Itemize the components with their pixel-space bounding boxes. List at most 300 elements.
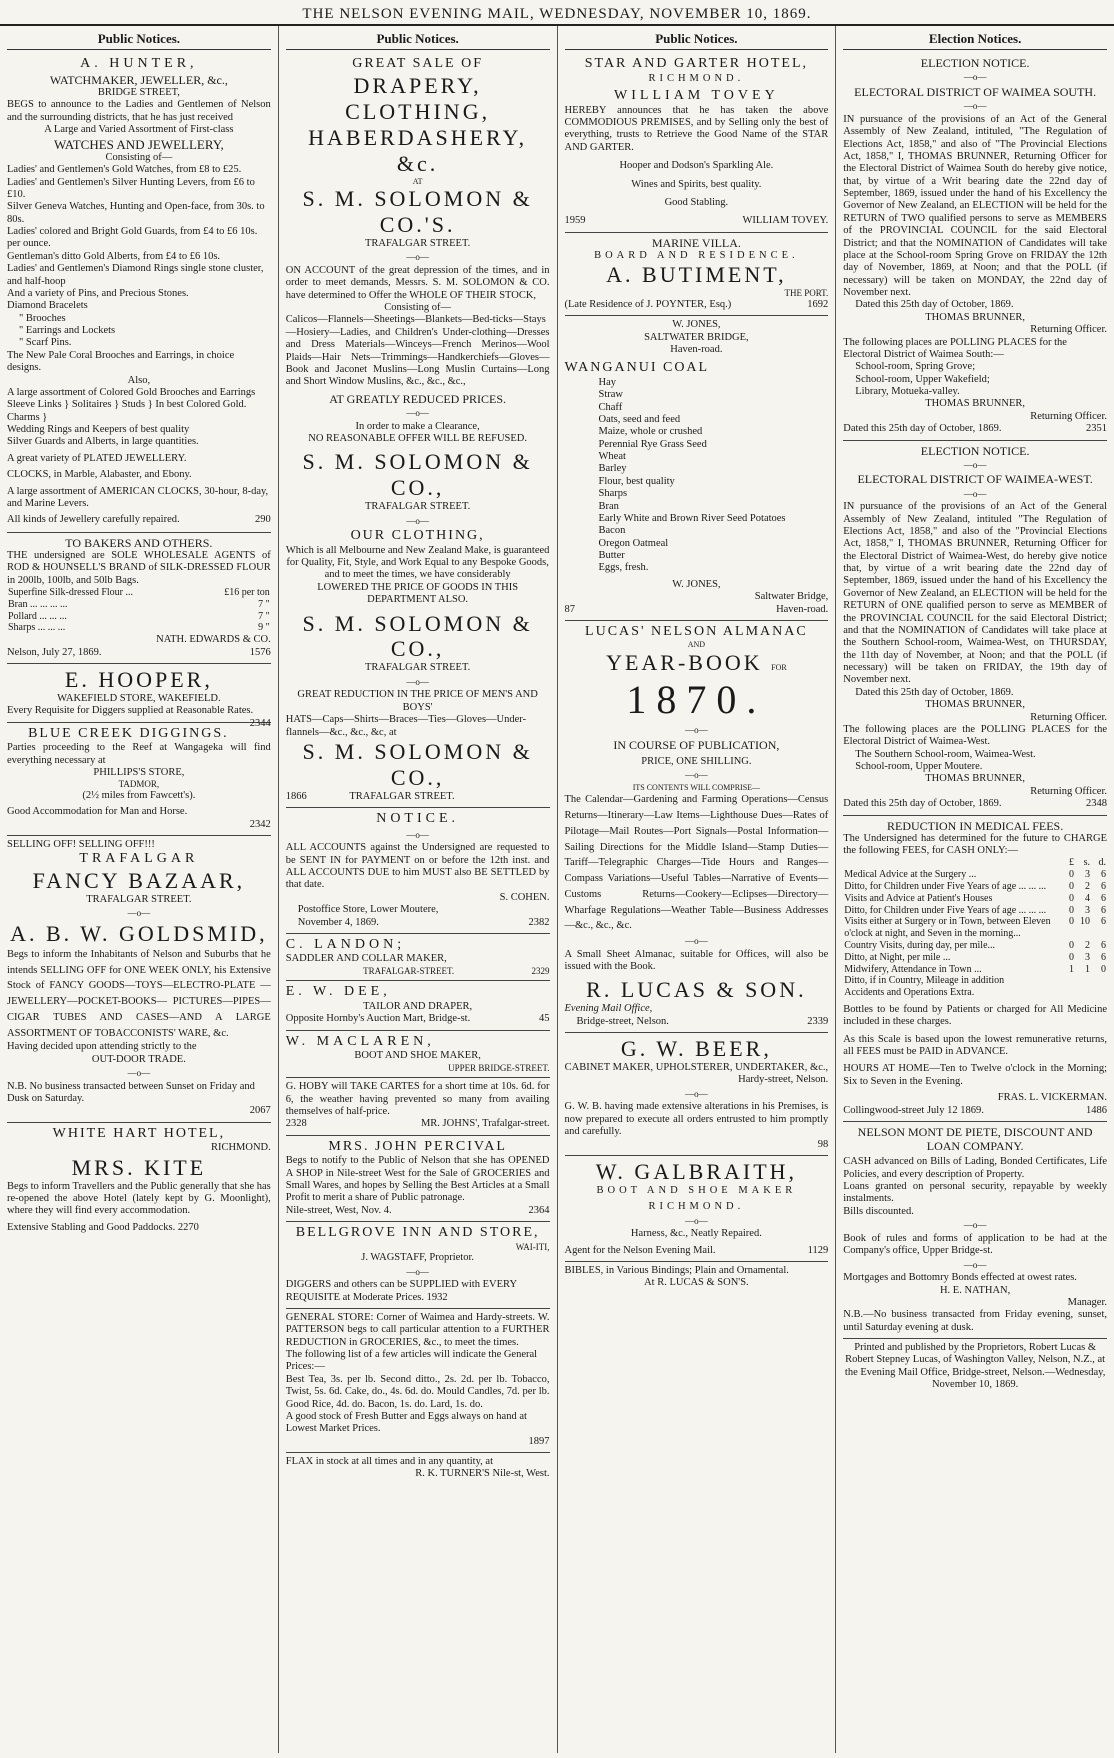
ad-text: N.B. No business transacted between Sunset on Friday and Dusk on Saturday. [7,1080,255,1105]
ad-text: BIBLES, in Various Bindings; Plain and Ornamental. [564,1264,789,1276]
ad-title: S. M. SOLOMON & CO., [302,610,533,662]
ad-text: Book of rules and forms of application to be had at the Company's office, Upper Bridge-st. [843,1232,1107,1257]
ad-subtitle: SADDLER AND COLLAR MAKER, [285,953,447,965]
ad-title: LUCAS' NELSON ALMANAC [585,623,808,639]
ad-address: Hardy-street, Nelson. [738,1074,829,1086]
table-row [843,952,1107,964]
ad-signature: THOMAS BRUNNER, [925,699,1025,711]
list-item: Ladies' and Gentlemen's Diamond Rings single stone cluster, and half-hoop [7,263,264,287]
ad-text: Bills discounted. [843,1205,914,1217]
ad-text: OUT-DOOR TRADE. [91,1053,186,1065]
column-1 [0,26,279,1753]
ad-address: RICHMOND. [648,72,745,84]
list-item: A large assortment of Colored Gold Brooches and Earrings [7,386,256,398]
election-notice-waimea-south: ELECTION NOTICE. —o— ELECTORAL DISTRICT OF WAIMEA SOUTH. —o— IN pursuance of the provisions of an Act of the General Assembly of New Zealand, intituled, "The Regulation of Elections Act, 1858," and also of "The Provincial Elections Act, 1858," I, THOMAS BRUNNER, Returning Officer for the Electoral District of Waimea South do hereby give notice, that, by virtue of a Writ bearing date the 22nd day of September, 1869, issued under the hand of his Excellency the Governor of New Zealand, an ELECTION will be held for the RETURN of TWO qualified persons to serve as MEMBERS of the PROVINCIAL COUNCIL for the said Electoral District; and that the NOMINATION of Candidates will take place at the School-room Spring Grove on FRIDAY the 12th day of November, 1869, at Noon; and that the POLL (if necessary) will be taken on MONDAY, the 22nd day of November next. Dated this 25th day of October, 1869. THOMAS BRUNNER, Returning Officer. The following places are POLLING PLACES for the Electoral District of Waimea South:— School-room, Spring Grove; School-room, Upper Wakefield; Library, Motueka-valley. THOMAS BRUNNER, Returning Officer. Dated this 25th day of October, 1869. 2351 [843,53,1107,440]
ad-title: S. M. SOLOMON & CO.'S. [302,186,533,238]
ad-text: Begs to inform the Inhabitants of Nelson and Suburbs that he intends SELLING OFF for ONE WEEK ONLY, his Extensive Stock of FANCY GOODS—TOYS—ELECTRO-PLATE —JEWELLERY—POCKET-BOOKS— PICTURES—PIPES—CIGAR TUBES AND CASES—AND A LARGE ASSORTMENT OF TOBACCONISTS' WARE, &c. [7,948,271,1039]
ad-address: Haven-road. [776,603,829,615]
ad-text: LOWERED THE PRICE OF GOODS IN THIS DEPARTMENT ALSO. [317,581,519,606]
ad-text: NO REASONABLE OFFER WILL BE REFUSED. [308,432,527,444]
ad-text: (Late Residence of J. POYNTER, Esq.) [564,298,732,310]
ad-address: Nile-street, West, Nov. 4. [285,1204,392,1216]
ad-signature: H. E. NATHAN, [939,1284,1011,1296]
ad-title: OUR CLOTHING, [350,528,485,544]
ad-heading: ELECTORAL DISTRICT OF WAIMEA SOUTH. [854,85,1097,100]
table-cell: 0 [1101,963,1106,975]
ad-text: The following list of a few articles will indicate the General Prices:— [285,1349,538,1373]
list-item: Perennial Rye Grass Seed [598,438,707,450]
ad-text: The Undersigned has determined for the future to CHARGE the following FEES, for CASH ONLY:— [843,832,1107,857]
table-cell: 0 [1069,916,1074,928]
ad-address: Saltwater Bridge, [754,591,829,603]
ad-subtitle: CABINET MAKER, UPHOLSTERER, UNDERTAKER, &c., [564,1062,829,1074]
ad-text: A Large and Varied Assortment of First-class [44,124,234,136]
ad-address: Collingwood-street July 12 1869. [843,1104,984,1116]
ad-title: W. GALBRAITH, [595,1158,798,1184]
ad-text: Parties proceeding to the Reef at Wangageka will find everything necessary at [7,742,271,766]
ad-address: TRAFALGAR STREET. [365,501,471,513]
ad-text: Returning Officer. [1030,410,1107,422]
list-item: Ladies' colored and Bright Gold Guards, from £4 to £6 10s. per ounce. [7,226,258,250]
ad-text: Every Requisite for Diggers supplied at Reasonable Rates. [7,705,254,717]
list-item: The New Pale Coral Brooches and Earrings, in choice designs. [7,349,235,374]
medical-fees-ad [843,816,1107,1122]
table-cell: 4 [1085,892,1090,904]
ad-number: 2067 [249,1105,271,1117]
ad-title: NELSON MONT DE PIETE, DISCOUNT AND LOAN COMPANY. [857,1124,1093,1154]
table-cell: 0 [1069,951,1074,963]
table-cell: 3 [1085,869,1090,881]
ad-title: WHITE HART HOTEL, [52,1125,226,1141]
ad-text: All kinds of Jewellery carefully repaired. [7,514,180,526]
ad-text: G. W. B. having made extensive alterations in his Premises, is now prepared to execute all orders entrusted to him promptly and carefully. [564,1101,829,1138]
ad-text: Consisting of— [105,151,173,163]
ad-text: In order to make a Clearance, [355,420,480,432]
ad-number: 290 [255,514,271,526]
ad-signature: S. COHEN. [499,891,550,903]
ad-title: S. M. SOLOMON & CO., [302,449,533,501]
table-cell: Medical Advice at the Surgery ... [844,869,977,881]
ad-number: 1897 [528,1435,550,1447]
ad-number: 2348 [1086,798,1107,810]
almanac-ad: LUCAS' NELSON ALMANAC AND YEAR-BOOK FOR 1870. —o— IN COURSE OF PUBLICATION, PRICE, ONE SHILLING. —o— ITS CONTENTS WILL COMPRISE— The Calendar—Gardening and Farming Operations—Census Returns—Itinerary—Law Items—Lighthouse Dues—Rates of Pilotage—Mail Routes—Port Signals—Postal Information—Sailing Directions for the Middle Island—Stamp Duties—Tariff—Telegraphic Charges—Tide Hours and Ranges—Compass Variations—Useful Tables—Narrative of Events—Customs Returns—Cookery—Eclipses—Directory—Wharfage Regulations—Weather Table—Business Addresses—&c., &c., &c. —o— A Small Sheet Almanac, suitable for Offices, will also be issued with the Book. R. LUCAS & SON. Evening Mail Office, Bridge-street, Nelson. 2339 [565,621,829,1033]
ad-text: DIGGERS and others can be SUPPLIED with EVERY REQUISITE at Moderate Prices. [285,1279,517,1303]
ad-number: 2342 [249,818,271,830]
ad-text: Manager. [1067,1296,1107,1308]
table-cell: 10 [1080,916,1090,928]
ad-title: TRAFALGAR [79,851,199,867]
ad-number: 1932 [426,1291,448,1303]
ad-address: RICHMOND. [648,1201,745,1213]
table-cell: Midwifery, Attendance in Town ... [844,963,982,975]
maclaren-ad [286,1031,550,1079]
ad-subtitle: WAKEFIELD STORE, WAKEFIELD. [57,692,221,704]
table-cell: Bran ... ... ... ... [8,598,68,610]
bakers-ad [7,533,271,664]
hunter-ad [7,53,271,532]
table-cell: 6 [1101,951,1106,963]
ad-date: Dated this 25th day of October, 1869. [855,299,1014,311]
ad-text: FOR [771,662,787,672]
ad-address: THE PORT. [784,288,829,299]
ad-address: TRAFALGAR STREET. [365,238,471,249]
column-3 [558,26,837,1753]
percival-ad [286,1136,550,1222]
list-item: Ladies' and Gentlemen's Silver Hunting Levers, from £6 to £10. [7,176,255,200]
ad-number: 2329 [531,965,550,976]
table-row [843,964,1107,976]
table-cell: 0 [1069,869,1074,881]
table-cell: 1 [1085,963,1090,975]
ad-text: Returning Officer. [1030,324,1107,336]
ad-text: Good Stabling. [664,196,729,208]
ad-number: 1692 [807,298,829,310]
column-heading: Public Notices. [7,29,271,50]
table-row [7,587,271,599]
ad-title: YEAR-BOOK [606,649,763,675]
list-item: Gentleman's ditto Gold Alberts, from £4 to £6 10s. [7,250,221,262]
ad-title: REDUCTION IN MEDICAL FEES. [887,818,1064,833]
list-item: Eggs, fresh. [598,562,649,574]
ad-text: Returning Officer. [1030,711,1107,723]
ad-address: MR. JOHNS', Trafalgar-street. [420,1118,550,1130]
table-cell: 6 [1101,940,1106,951]
list-item: Butter [598,550,625,562]
list-item: Silver Guards and Alberts, in large quantities. [7,436,199,448]
item-list [7,164,271,374]
item-list [565,377,829,575]
ad-address: Haven-road. [670,343,723,355]
ad-number: 1866 [285,790,307,802]
table-cell: 3 [1085,904,1090,916]
ad-address: WAI-ITI, [515,1241,550,1252]
mont-de-piete-ad: NELSON MONT DE PIETE, DISCOUNT AND LOAN COMPANY. CASH advanced on Bills of Lading, Bonded Certificates, Life Policies, and every description of Property. Loans granted on personal security, repayable by weekly instalments. Bills discounted. —o— Book of rules and forms of application to be had at the Company's office, Upper Bridge-st. —o— Mortgages and Bottomry Bonds effected at owest rates. H. E. NATHAN, Manager. N.B.—No business transacted from Friday evening, sunset, until Saturday evening at dusk. [843,1122,1107,1339]
ad-title: SELLING OFF! SELLING OFF!!! [7,839,155,850]
ad-number: 2339 [807,1015,829,1027]
list-item: Chaff [598,401,623,413]
ad-heading: IN COURSE OF PUBLICATION, [613,737,780,752]
ad-date: Dated this 25th day of October, 1869. [855,686,1014,698]
ad-number: 98 [817,1138,829,1150]
ad-text: ITS CONTENTS WILL COMPRISE— [632,782,761,792]
ad-subtitle: BOARD AND RESIDENCE. [594,249,799,261]
ad-signature: THOMAS BRUNNER, [925,398,1025,410]
table-cell: 7 " [258,610,270,622]
ad-address: Bridge-street, Nelson. [576,1015,669,1027]
ad-number: 1129 [807,1244,829,1256]
ad-number: 87 [564,603,575,615]
ad-text: A great variety of PLATED JEWELLERY. [7,452,187,464]
ad-text: Begs to inform Travellers and the Public generally that she has re-opened the above Hotel (lately kept by G. Moonlight), where they will find every accommodation. [7,1180,271,1217]
ad-text: Extensive Stabling and Good Paddocks. [7,1221,176,1233]
list-item: School-room, Upper Moutere. [855,761,983,773]
ad-text: Bottles to be found by Patients or charged for All Medicine included in these charges. [843,1003,1107,1028]
hoby-ad [286,1078,550,1136]
ad-title: S. M. SOLOMON & CO., [302,738,533,790]
ad-title: R. LUCAS & SON. [586,977,807,1003]
ad-address: BRIDGE STREET, [97,87,180,98]
fees-table [843,857,1107,999]
list-item: " Brooches [19,312,66,324]
bibles-ad [565,1262,829,1294]
ad-title: W. MACLAREN, [285,1033,435,1049]
ad-title: MRS. JOHN PERCIVAL [328,1138,507,1154]
table-row [843,975,1107,987]
ad-text: GREAT REDUCTION IN THE PRICE OF MEN'S AND BOYS' [297,689,538,713]
ad-text: Which is all Melbourne and New Zealand Make, is guaranteed for Quality, Fit, Style, and Work Equal to any Bespoke Goods, and to meet the times, we have considerably [285,544,550,581]
ad-number: 2328 [285,1118,307,1130]
ad-title: MARINE VILLA. [651,235,741,250]
ad-text: Mortgages and Bottomry Bonds effected at owest rates. [843,1272,1077,1284]
ad-number: 2364 [528,1204,550,1216]
blue-creek-ad [7,723,271,836]
ad-heading: AT GREATLY REDUCED PRICES. [329,391,507,406]
table-cell: 6 [1101,869,1106,881]
table-cell: Accidents and Operations Extra. [844,987,975,999]
list-item: Bran [598,500,619,512]
ad-title: WILLIAM TOVEY [614,88,779,104]
list-item: Hay [598,376,616,388]
cohen-notice: NOTICE. —o— ALL ACCOUNTS against the Undersigned are requested to be SENT IN for PAYMENT on or before the 12th inst. and ALL ACCOUNTS DUE to him MUST also BE SETTLED by that date. S. COHEN. Postoffice Store, Lower Moutere, November 4, 1869. 2382 [286,808,550,934]
ad-address: UPPER BRIDGE-STREET. [448,1062,550,1073]
ad-date: Dated this 25th day of October, 1869. [843,423,1002,435]
ad-title: MRS. KITE [71,1154,207,1180]
ad-text: Begs to notify to the Public of Nelson that she has OPENED A SHOP in Nile-street West for the Sale of GROCERIES and Small Wares, and hopes by Selling the Best Articles at a Small Profit to merit a share of Public patronage. [285,1155,550,1204]
list-item: Wheat [598,451,626,463]
ad-address: At R. LUCAS & SON'S. [644,1277,749,1289]
table-cell: 2 [1085,940,1090,951]
general-store-ad [286,1309,550,1453]
list-item: Oats, seed and feed [598,413,681,425]
ad-text: IN pursuance of the provisions of an Act of the General Assembly of New Zealand, intituled "The Regulation of Elections Act, 1858," and also of the "Provincial Elections Act, 1858," I, THOMAS BRUNNER, Returning Officer for the Electoral District of Waimea-West, do hereby give notice that, by virtue of a writ bearing date the 22nd day of September, 1869, issued under the hand of his Excellency the Governor of New Zealand, an ELECTION will be held for the RETURN of ONE qualified person to serve as MEMBER of the PROVINCIAL COUNCIL for the said Electoral District; and that the NOMINATION of Candidates will take place at the Southern School-room, Waimea-West, on THURSDAY, the 11th day of November, at Noon; and that the POLL (if necessary) will be taken on FRIDAY, the 19th day of November next. [843,501,1107,686]
ad-text: FLAX in stock at all times and in any quantity, at [285,1456,493,1468]
column-2 [279,26,558,1753]
ad-signature: NATH. EDWARDS & CO. [156,634,271,646]
ad-subtitle: BOOT AND SHOE MAKER, [354,1050,481,1062]
ad-number: 2382 [528,916,550,928]
flax-ad [286,1453,550,1485]
ad-title: BELLGROVE INN AND STORE, [295,1225,540,1241]
table-cell: 0 [1069,881,1074,893]
ad-text: A good stock of Fresh Butter and Eggs always on hand at Lowest Market Prices. [285,1410,527,1435]
ad-number: 2344 [249,717,271,729]
ad-text: As this Scale is based upon the lowest remunerative returns, all FEES must be PAID in ADVANCE. [843,1033,1107,1058]
imprint-text: Printed and published by the Proprietors, Robert Lucas & Robert Stepney Lucas, of Washington Valley, Nelson, N.Z., at the Evening Mail Office, Bridge-street, Nelson.—Wednesday, November 10, 1869. [844,1342,1106,1391]
ad-address: TRAFALGAR STREET. [365,662,471,674]
list-item: Oregon Oatmeal [598,537,669,549]
ad-title: ELECTION NOTICE. [920,443,1030,458]
item-list [7,387,271,449]
table-cell: Ditto, for Children under Five Years of age ... ... ... [844,881,1047,893]
ad-title: NOTICE. [376,811,460,827]
table-cell: Superfine Silk-dressed Flour ... [8,586,133,598]
ad-title: A. BUTIMENT, [606,262,787,288]
table-row [843,905,1107,917]
table-cell: 1 [1069,963,1074,975]
ad-text: A large assortment of AMERICAN CLOCKS, 30-hour, 8-day, and Marine Levers. [7,485,269,509]
list-item: Library, Motueka-valley. [855,386,960,398]
ad-signature: W. JONES, [672,578,721,590]
list-item: Barley [598,463,627,475]
table-cell: 0 [1069,892,1074,904]
table-cell: 0 [1069,904,1074,916]
list-item: " Scarf Pins. [19,337,72,349]
ad-signature: FRAS. L. VICKERMAN. [997,1092,1107,1104]
ad-text: (2½ miles from Fawcett's). [82,789,196,801]
ad-number: 1576 [249,646,271,658]
ad-text: Harness, &c., Neatly Repaired. [630,1228,762,1240]
jones-ad [565,316,829,621]
ad-address: TRAFALGAR STREET. [349,790,455,802]
table-header [843,857,1107,869]
list-item: Early White and Brown River Seed Potatoes [598,512,786,524]
ad-title: W. JONES, [672,319,721,331]
table-cell: Visits either at Surgery or in Town, between Eleven o'clock at night, and Seven in the morning... [844,916,1051,940]
table-header-cell: s. [1083,857,1090,869]
ad-subtitle: TAILOR AND DRAPER, [363,1000,473,1012]
ad-number: 1486 [1086,1104,1107,1116]
ad-signature: WILLIAM TOVEY. [742,215,829,227]
ad-title: TO BAKERS AND OTHERS. [65,535,213,550]
ad-text: CASH advanced on Bills of Lading, Bonded Certificates, Life Policies, and every description of Property. [843,1156,1107,1180]
ad-title: BLUE CREEK DIGGINGS. [28,725,229,741]
ad-date: Dated this 25th day of October, 1869. [843,798,1002,810]
table-cell: Ditto, for Children under Five Years of age ... ... ... [844,904,1047,916]
list-item: Flour, best quality [598,475,675,487]
table-row [843,893,1107,905]
masthead: THE NELSON EVENING MAIL, WEDNESDAY, NOVEMBER 10, 1869. [0,0,1114,26]
ad-number: 2351 [1086,423,1107,435]
column-4 [836,26,1114,1753]
ad-text: BEGS to announce to the Ladies and Gentlemen of Nelson and the surrounding districts, that he has just received [7,99,271,123]
list-item: School-room, Upper Wakefield; [855,373,990,385]
table-cell: Ditto, if in Country, Mileage in addition [844,975,1005,987]
ad-text: The Calendar—Gardening and Farming Operations—Census Returns—Itinerary—Law Items—Lighthouse Dues—Rates of Pilotage—Mail Routes—Port Signals—Postal Information—Sailing Directions for the Middle Island—Stamp Duties—Tariff—Telegraphic Charges—Tide Hours and Ranges—Compass Variations—Useful Tables—Narrative of Events—Customs Returns—Cookery—Eclipses—Directory—Wharfage Regulations—Weather Table—Business Addresses—&c., &c., &c. [564,794,829,932]
table-header-cell: d. [1098,857,1106,869]
ad-text: Best Tea, 3s. per lb. Second ditto., 2s. 2d. per lb. Tobacco, Twist, 5s. 6d. Cake, do., 4s. 6d. do. Mould Candles, 7d. per lb. Good Rice, 4d. do. Bacon, 1s. do. Lard, 1s. do. [285,1373,550,1410]
ad-title: STAR AND GARTER HOTEL, [584,56,808,72]
white-hart-ad [7,1123,271,1238]
column-heading: Public Notices. [565,29,829,50]
ad-signature: THOMAS BRUNNER, [925,773,1025,785]
table-cell: Ditto, at Night, per mile ... [844,951,951,963]
list-item: Maize, whole or crushed [598,426,703,438]
ad-subtitle: WATCHMAKER, JEWELLER, &c., [49,72,228,87]
table-cell: 7 " [258,598,270,610]
table-cell: 9 " [258,622,270,634]
columns [0,26,1114,1753]
ad-text: HOURS AT HOME—Ten to Twelve o'clock in the Morning; Six to Seven in the Evening. [843,1063,1107,1087]
ad-address: TRAFALGAR-STREET. [363,965,455,976]
ad-subtitle: BOOT AND SHOE MAKER [596,1184,797,1196]
bellgrove-ad: BELLGROVE INN AND STORE, WAI-ITI, J. WAGSTAFF, Proprietor. —o— DIGGERS and others can be SUPPLIED with EVERY REQUISITE at Moderate Prices. 1932 [286,1222,550,1309]
ad-signature: THOMAS BRUNNER, [925,311,1025,323]
star-garter-ad [565,53,829,232]
ad-date: November 4, 1869. [297,916,379,928]
ad-title: GREAT SALE OF [352,56,483,72]
list-item: Sharps [598,488,628,500]
table-cell: 0 [1069,940,1074,951]
hooper-ad [7,664,271,729]
table-row [7,611,271,623]
ad-text: PHILLIPS'S STORE, [93,766,185,778]
ad-text: ON ACCOUNT of the great depression of the times, and in order to meet demands, Messrs. S. M. SOLOMON & CO. have determined to Offer the WHOLE OF THEIR STOCK, [285,264,550,301]
ad-title: DRAPERY, CLOTHING, [345,72,491,124]
imprint [843,1339,1107,1396]
list-item: Silver Geneva Watches, Hunting and Open-face, from 30s. to 80s. [7,201,265,225]
ad-number: 2270 [177,1221,199,1233]
list-item: Bacon [598,525,626,537]
ad-text: TADMOR, [118,779,160,790]
table-cell: 3 [1085,951,1090,963]
ad-address: Postoffice Store, Lower Moutere, [297,904,439,916]
ad-text: A Small Sheet Almanac, suitable for Offices, will also be issued with the Book. [564,948,829,972]
ad-text: CLOCKS, in Marble, Alabaster, and Ebony. [7,469,192,481]
beer-ad: G. W. BEER, CABINET MAKER, UPHOLSTERER, UNDERTAKER, &c., Hardy-street, Nelson. —o— G. W. B. having made extensive alterations in his Premises, is now prepared to execute all orders entrusted to him promptly and carefully. 98 [565,1033,829,1156]
ad-text: Also, [127,374,151,386]
table-cell: 6 [1101,916,1106,928]
ad-title: HABERDASHERY, &c. [308,124,528,176]
ad-text: IN pursuance of the provisions of an Act of the General Assembly of New Zealand, intituled, "The Regulation of Elections Act, 1858," and also of "The Provincial Elections Act, 1858," I, THOMAS BRUNNER, Returning Officer for the Electoral District of Waimea South do hereby give notice, that, by virtue of a Writ bearing date the 22nd day of September, 1869, issued under the hand of his Excellency the Governor of New Zealand, an ELECTION will be held for the RETURN of TWO qualified persons to serve as MEMBERS of the PROVINCIAL COUNCIL for the said Electoral District; and that the NOMINATION of Candidates will take place at the School-room Spring Grove on FRIDAY the 12th day of November, 1869, at Noon; and that the POLL (if necessary) will be taken on MONDAY, the 22nd day of November next. [843,113,1107,299]
ad-title: C. LANDON; [285,936,406,952]
table-cell: 6 [1101,881,1106,893]
ad-subtitle: J. WAGSTAFF, Proprietor. [361,1252,474,1264]
ad-text: AT [412,176,423,186]
ad-text: Hooper and Dodson's Sparkling Ale. [619,160,774,172]
list-item: Sleeve Links } Solitaires } Studs } In best Colored Gold. Charms } [7,399,247,423]
table-row [843,987,1107,999]
ad-title: FANCY BAZAAR, [32,867,246,893]
ad-heading: WATCHES AND JEWELLERY, [53,136,224,152]
ad-text: Wines and Spirits, best quality. [631,178,762,190]
table-cell: 2 [1085,881,1090,893]
ad-title: A. HUNTER, [80,56,198,72]
ad-date: Nelson, July 27, 1869. [7,646,102,658]
ad-title: E. W. DEE, [285,984,391,1000]
ad-heading: WANGANUI COAL [564,360,710,376]
table-row [843,916,1107,940]
ad-text: Returning Officer. [1030,785,1107,797]
dee-ad [286,981,550,1030]
bazaar-ad: SELLING OFF! SELLING OFF!!! TRAFALGAR FANCY BAZAAR, TRAFALGAR STREET. —o— A. B. W. GOLDSMID, Begs to inform the Inhabitants of Nelson and Suburbs that he intends SELLING OFF for ONE WEEK ONLY, his Extensive Stock of FANCY GOODS—TOYS—ELECTRO-PLATE —JEWELLERY—POCKET-BOOKS— PICTURES—PIPES—CIGAR TUBES AND CASES—AND A LARGE ASSORTMENT OF TOBACCONISTS' WARE, &c. Having decided upon attending strictly to the OUT-DOOR TRADE. —o— N.B. No business transacted between Sunset on Friday and Dusk on Saturday. 2067 [7,836,271,1123]
table-row [843,869,1107,881]
list-item: School-room, Spring Grove; [855,361,976,373]
election-notice-waimea-west: ELECTION NOTICE. —o— ELECTORAL DISTRICT OF WAIMEA-WEST. —o— IN pursuance of the provisions of an Act of the General Assembly of New Zealand, intituled "The Regulation of Elections Act, 1858," and also of the "Provincial Elections Act, 1858," I, THOMAS BRUNNER, Returning Officer for the Electoral District of Waimea-West, do hereby give notice that, by virtue of a writ bearing date the 22nd day of September, 1869, issued under the hand of his Excellency the Governor of New Zealand, an ELECTION will be held for the RETURN of ONE qualified person to serve as MEMBER of the PROVINCIAL COUNCIL for the said Electoral District; and that the NOMINATION of Candidates will take place at the Southern School-room, Waimea-West, on THURSDAY, the 11th day of November, at Noon; and that the POLL (if necessary) will be taken on FRIDAY, the 19th day of November next. Dated this 25th day of October, 1869. THOMAS BRUNNER, Returning Officer. The following places are the POLLING PLACES for the Electoral District of Waimea-West. The Southern School-room, Waimea-West. School-room, Upper Moutere. THOMAS BRUNNER, Returning Officer. Dated this 25th day of October, 1869. 2348 [843,441,1107,816]
solomon-ad: GREAT SALE OF DRAPERY, CLOTHING, HABERDASHERY, &c. AT S. M. SOLOMON & CO.'S. TRAFALGAR STREET. —o— ON ACCOUNT of the great depression of the times, and in order to meet demands, Messrs. S. M. SOLOMON & CO. have determined to Offer the WHOLE OF THEIR STOCK, Consisting of— Calicos—Flannels—Sheetings—Blankets—Bed-ticks—Stays—Hosiery—Ladies, and Children's Under-clothing—Dresses and Dress Materials—Winceys—French Merinos—Wool Plaids—Hair Nets—Trimmings—Handkerchiefs—Gloves—Book and Jaconet Muslins—Long Muslin Curtains—Long and Short Window Muslins, &c., &c., &c., AT GREATLY REDUCED PRICES. —o— In order to make a Clearance, NO REASONABLE OFFER WILL BE REFUSED. S. M. SOLOMON & CO., TRAFALGAR STREET. —o— OUR CLOTHING, Which is all Melbourne and New Zealand Make, is guaranteed for Quality, Fit, Style, and Work Equal to any Bespoke Goods, and to meet the times, we have considerably LOWERED THE PRICE OF GOODS IN THIS DEPARTMENT ALSO. S. M. SOLOMON & CO., TRAFALGAR STREET. —o— GREAT REDUCTION IN THE PRICE OF MEN'S AND BOYS' HATS—Caps—Shirts—Braces—Ties—Gloves—Under-flannels—&c., &c., &c, at S. M. SOLOMON & CO., 1866 TRAFALGAR STREET. [286,53,550,808]
ad-address: TRAFALGAR STREET. [86,893,192,905]
ad-text: G. HOBY will TAKE CARTES for a short time at 10s. 6d. for 6, the weather having prevented so many from availing themselves of half-price. [285,1081,550,1117]
ad-text: AND [687,640,706,650]
table-row [7,622,271,634]
ad-address: R. K. TURNER'S Nile-st, West. [415,1468,550,1480]
ad-address: RICHMOND. [210,1142,271,1154]
table-cell: £16 per ton [224,586,270,598]
table-cell: Visits and Advice at Patient's Houses [844,892,993,904]
ad-text: Having decided upon attending strictly to the [7,1041,197,1053]
ad-text: ALL ACCOUNTS against the Undersigned are requested to be SENT IN for PAYMENT on or before the 12th inst. and ALL ACCOUNTS DUE to him MUST also BE SETTLED by that date. [285,842,550,891]
list-item: And a variety of Pins, and Precious Stones. [7,287,189,299]
ad-text: HATS—Caps—Shirts—Braces—Ties—Gloves—Under-flannels—&c., &c., &c, at [285,714,527,738]
table-cell: 6 [1101,904,1106,916]
ad-title: G. W. BEER, [620,1036,772,1062]
ad-year: 1870. [626,676,767,722]
list-item: Ladies' and Gentlemen's Gold Watches, from £8 to £25. [7,164,242,176]
ad-text: N.B.—No business transacted from Friday evening, sunset, until Saturday evening at dusk. [843,1309,1107,1333]
list-item: " Earrings and Lockets [19,325,116,337]
landon-ad [286,934,550,982]
ad-heading: ELECTORAL DISTRICT OF WAIMEA-WEST. [857,472,1093,487]
ad-number: 1959 [564,215,586,227]
